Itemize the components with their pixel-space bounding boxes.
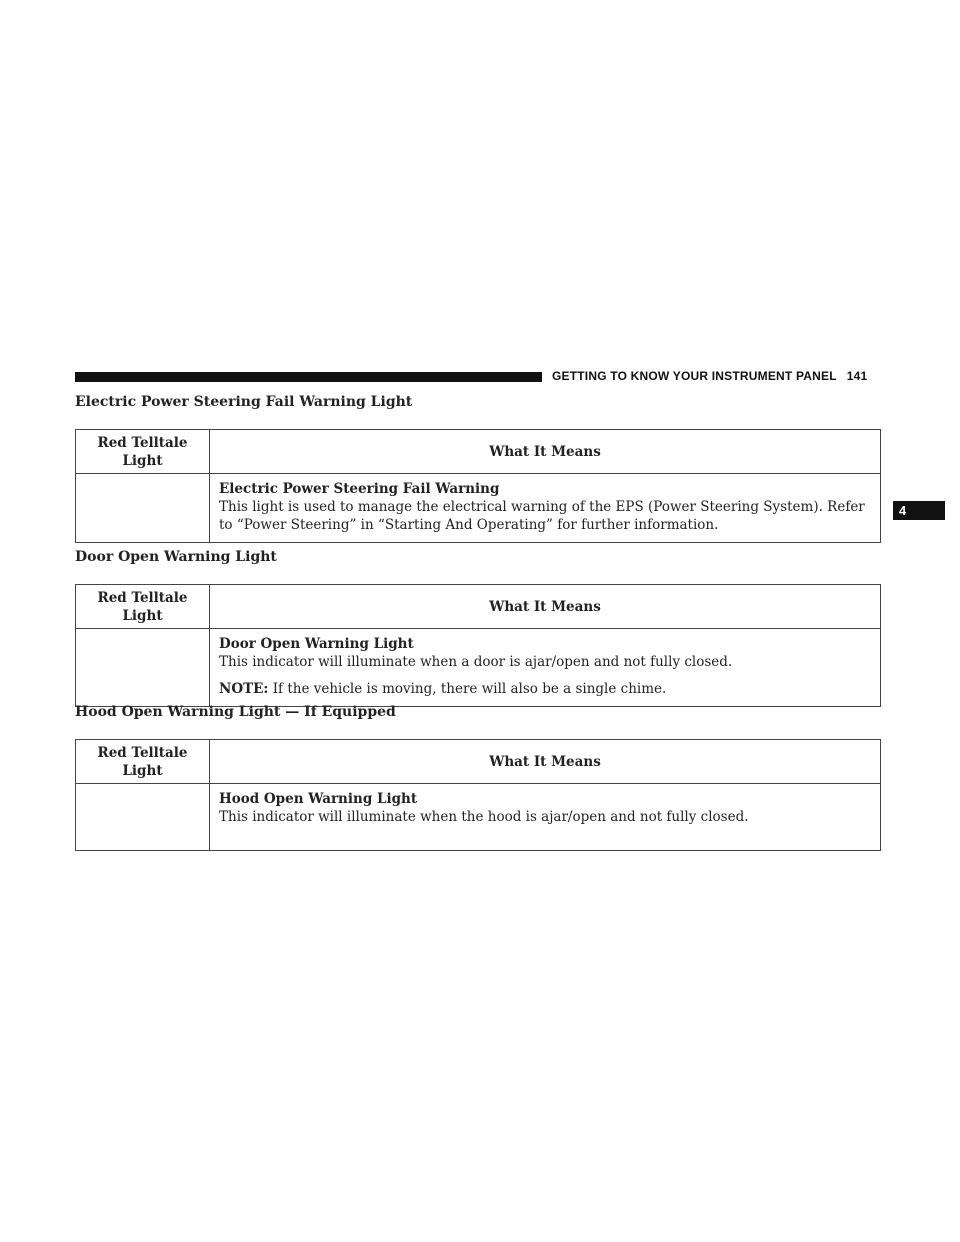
telltale-icon-cell [76,629,210,707]
table-header-row [76,585,881,629]
col-header-meaning: What It Means [210,585,881,629]
note [219,680,870,698]
telltale-icon-cell [76,474,210,543]
table-row [76,784,881,851]
meaning-cell [210,629,881,707]
entry-title: Hood Open Warning Light [219,791,418,807]
table-row [76,629,881,707]
telltale-table-eps [75,429,881,543]
entry-text: This indicator will illuminate when the hood is ajar/open and not fully closed. [219,809,749,825]
page-number: 141 [846,369,868,383]
col-header-telltale: Red Telltale Light [76,585,210,629]
entry-text: This indicator will illuminate when a door is ajar/open and not fully closed. [219,654,733,670]
section-title-eps: Electric Power Steering Fail Warning Light [75,394,413,410]
table-header-row [76,740,881,784]
meaning-cell [210,474,881,543]
header-bar [75,372,542,382]
meaning-cell [210,784,881,851]
table-header-row [76,430,881,474]
section-title-hood: Hood Open Warning Light — If Equipped [75,704,396,720]
section-title-door: Door Open Warning Light [75,549,277,565]
col-header-telltale: Red Telltale Light [76,740,210,784]
telltale-table-hood [75,739,881,851]
header-title: GETTING TO KNOW YOUR INSTRUMENT PANEL [552,369,837,383]
col-header-telltale: Red Telltale Light [76,430,210,474]
entry-title: Door Open Warning Light [219,636,414,652]
col-header-meaning: What It Means [210,740,881,784]
chapter-tab: 4 [893,501,945,520]
col-header-meaning: What It Means [210,430,881,474]
telltale-icon-cell [76,784,210,851]
entry-text: This light is used to manage the electrical warning of the EPS (Power Steering System). Refer to “Power Steering” in “Starting And Operating” for further information. [219,499,865,533]
table-row [76,474,881,543]
note-label: NOTE: [219,681,269,697]
telltale-table-door [75,584,881,707]
note-text: If the vehicle is moving, there will also be a single chime. [272,681,667,697]
entry-title: Electric Power Steering Fail Warning [219,481,500,497]
running-header [552,369,867,383]
